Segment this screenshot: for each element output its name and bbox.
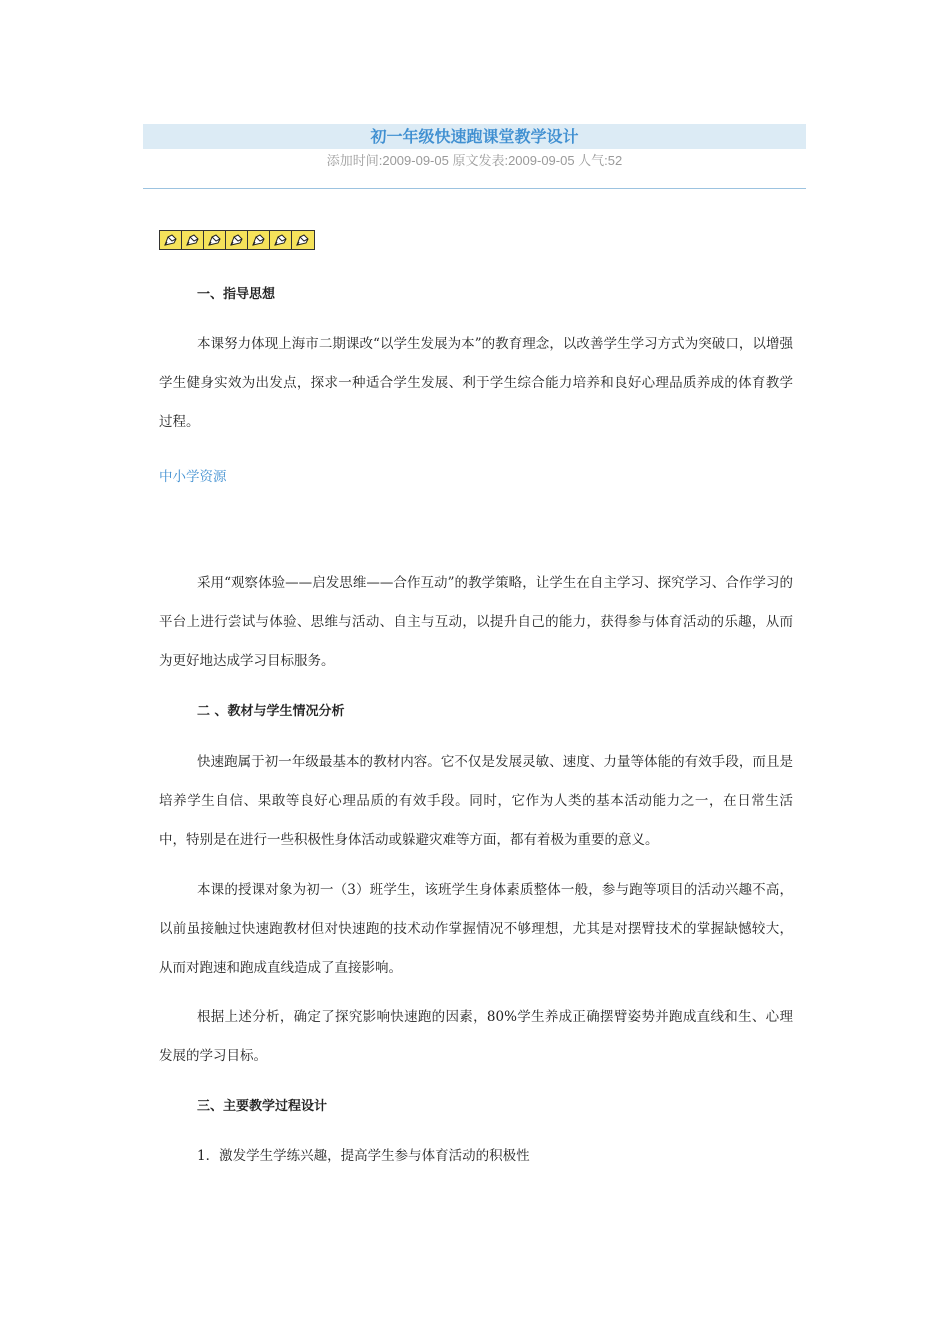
section-heading-analysis: 二 、教材与学生情况分析 xyxy=(197,704,345,719)
pencil-icon xyxy=(204,231,226,249)
icon-strip xyxy=(159,230,315,250)
list-item-1: 1．激发学生学练兴趣，提高学生参与体育活动的积极性 xyxy=(197,1148,530,1164)
pencil-icon xyxy=(292,231,314,249)
pencil-icon xyxy=(248,231,270,249)
paragraph-students: 本课的授课对象为初一（3）班学生，该班学生身体素质整体一般，参与跑等项目的活动兴趣不高，以前虽接触过快速跑教材但对快速跑的技术动作掌握情况不够理想，尤其是对摆臂技术的掌握缺憾较大，从而对跑速和跑成直线造成了直接影响。 xyxy=(159,882,793,976)
title-divider xyxy=(143,188,806,189)
paragraph-guiding-idea: 本课努力体现上海市二期课改“以学生发展为本”的教育理念，以改善学生学习方式为突破口，以增强学生健身实效为出发点，探求一种适合学生发展、利于学生综合能力培养和良好心理品质养成的体育教学过程。 xyxy=(159,336,793,430)
article-meta: 添加时间:2009-09-05 原文发表:2009-09-05 人气:52 xyxy=(326,153,623,168)
pencil-icon xyxy=(182,231,204,249)
article-title: 初一年级快速跑课堂教学设计 xyxy=(143,124,806,149)
section-heading-process: 三、主要教学过程设计 xyxy=(197,1099,328,1114)
resource-link[interactable]: 中小学资源 xyxy=(159,469,227,485)
pencil-icon xyxy=(270,231,292,249)
paragraph-strategy: 采用“观察体验——启发思维——合作互动”的教学策略，让学生在自主学习、探究学习、合作学习的平台上进行尝试与体验、思维与活动、自主与互动，以提升自己的能力，获得参与体育活动的乐趣，从而为更好地达成学习目标服务。 xyxy=(159,575,793,669)
section-heading-guiding-idea: 一、指导思想 xyxy=(197,287,276,302)
pencil-icon xyxy=(226,231,248,249)
pencil-icon xyxy=(160,231,182,249)
paragraph-material: 快速跑属于初一年级最基本的教材内容。它不仅是发展灵敏、速度、力量等体能的有效手段，而且是培养学生自信、果敢等良好心理品质的有效手段。同时，它作为人类的基本活动能力之一，在日常生活中，特别是在进行一些积极性身体活动或躲避灾难等方面，都有着极为重要的意义。 xyxy=(159,754,793,848)
paragraph-goals: 根据上述分析，确定了探究影响快速跑的因素，80%学生养成正确摆臂姿势并跑成直线和生、心理发展的学习目标。 xyxy=(159,1009,793,1064)
